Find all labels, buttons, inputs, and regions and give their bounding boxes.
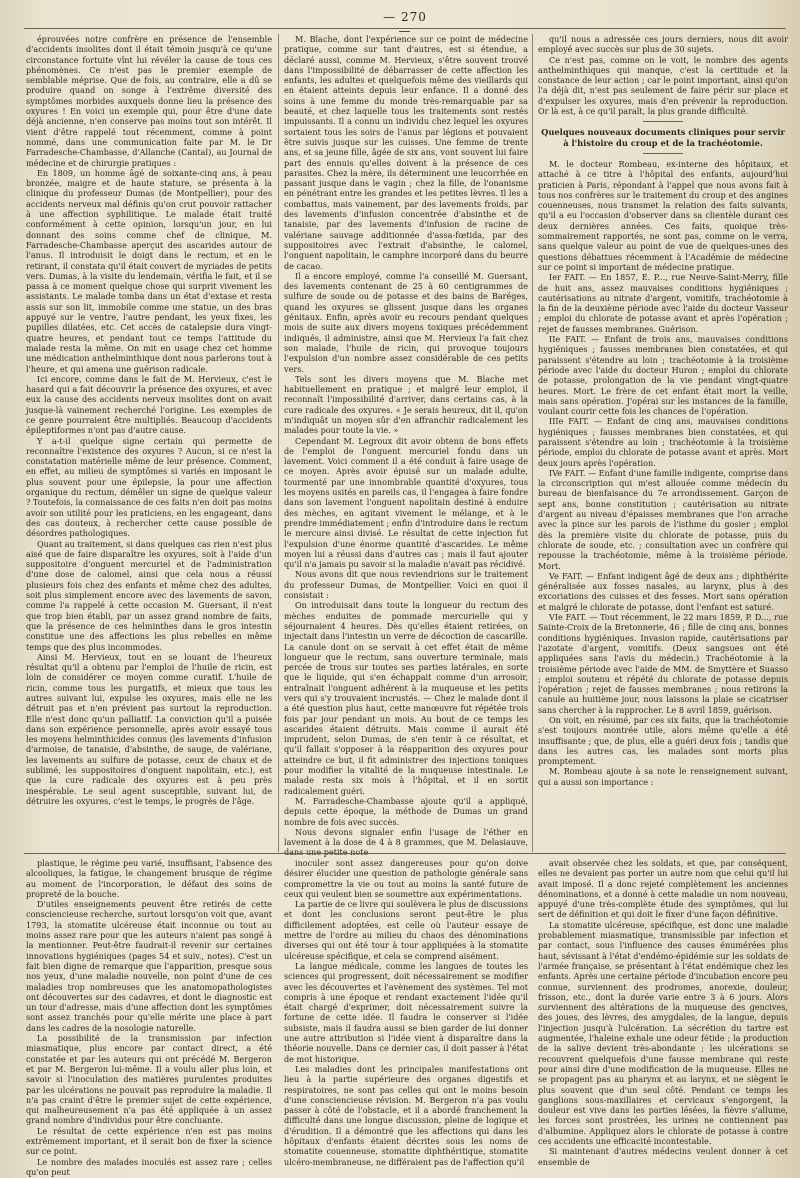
column-3 <box>538 34 788 852</box>
paragraph: Nous devons signaler enfin l'usage de l'éther en lavement à la dose de 4 à 8 grammes, que M. Delasiauve, dans une petite note <box>284 826 528 858</box>
paragraph: Quant au traitement, si dans quelques cas rien n'est plus aisé que de faire disparaître les oxyures, soit à l'aide d'un suppositoire d'onguent mercuriel et de l'administration d'une dose de calomel, ainsi que cela nous a réussi plusieurs fois chez des enfants et même chez des adultes, soit plus simplement encore avec des lavements de savon, comme l'a rappelé à cette occasion M. Guersant, il n'est que trop bien établi, par un assez grand nombre de faits, que la présence de ces helminthes dans le gros intestin constitue une des affections les plus rebelles en même temps que des plus incommodes. <box>26 538 272 652</box>
paragraph: Il a encore employé, comme l'a conseillé M. Guersant, des lavements contenant de 25 à 60 centigrammes de sulfure de soude ou de potasse et des bains de Baréges, quand les oxyures se glissent jusque dans les organes génitaux. Enfin, après avoir eu recours pendant quelques mois de suite aux divers moyens toxiques précédemment indiqués, il administre, ainsi que M. Hervieux l'a fait chez son malade, l'huile de ricin, qui provoque toujours l'expulsion d'un nombre assez considérable de ces petits vers. <box>284 270 528 374</box>
paragraph: M. Farradesche-Chambasse ajoute qu'il a appliqué, depuis cette époque, la méthode de Dumas un grand nombre de fois avec succès. <box>284 795 528 827</box>
column-2 <box>284 34 528 858</box>
section-heading: Quelques nouveaux documents cliniques pour servir à l'histoire du croup et de la trachéotomie. <box>541 127 785 148</box>
column-4 <box>26 858 272 1176</box>
section-rule <box>643 153 683 154</box>
column-1 <box>26 34 272 852</box>
paragraph: M. Blache, dont l'expérience sur ce point de médecine pratique, comme sur tant d'autres, est si étendue, a déclaré aussi, comme M. Hervieux, s'être souvent trouvé dans l'impossibilité de débarrasser de cette affection les enfants, les adultes et quelquefois même des vieillards qui en étaient atteints depuis leur enfance. Il a donné des soins à une femme du monde très-remarquable par sa beauté, et chez laquelle tous les traitements sont restés impuissants. Il a connu un individu chez lequel les oxyures sortaient tous les soirs de l'anus par légions et pouvaient être suivis jusque sur les cuisses. Une femme de trente ans, et sa jeune fille, âgée de six ans, vont souvent lui faire part des ennuis qu'elles doivent à la présence de ces parasites. Chez la mère, ils déterminent une leucorrhée en passant jusque dans le vagin ; chez la fille, de l'onanisme en pénétrant entre les grandes et les petites lèvres. Il les a combattus, mais vainement, par des lavements froids, par des lavements d'infusion concentrée d'absinthe et de tanaisie, par des lavements d'infusion de racine de valériane sauvage additionnée d'assa-fœtida, par des suppositoires avec l'extrait d'absinthe, le calomel, l'onguent napolitain, le camphre incorporé dans du beurre de cacao. <box>284 34 528 271</box>
column-divider <box>278 34 279 852</box>
paragraph: VIe FAIT. — Tout récemment, le 22 mars 1859, P. D..., rue Sainte-Croix de la Bretonnerie, 46 ; fille de cinq ans, bonnes conditions hygiéniques. Invasion rapide, cautérisations par l'azotate d'argent, vomitifs. (Deux sangsues ont été appliquées sans l'avis du médecin.) Trachéotomie à la troisième période avec l'aide de MM. de Smyttère et Suasso ; emploi soutenu et répété du chlorate de potasse depuis l'opération ; rejet de fausses membranes ; nous retirons la canule au huitième jour, nous laissons la plaie se cicatriser sans chercher à la rapprocher. Le 8 avril 1859, guérison. <box>538 612 788 715</box>
paragraph: Tels sont les divers moyens que M. Blache met habituellement en pratique ; et malgré leur emploi, il reconnaît l'impossibilité d'arriver, dans certains cas, à la cure radicale des oxyures. « Je serais heureux, dit il, qu'on m'indiquât un moyen sûr d'en affranchir radicalement les malades pour toute la vie. » <box>284 373 528 436</box>
paragraph: Ainsi M. Hervieux, tout en se louant de l'heureux résultat qu'il a obtenu par l'emploi de l'huile de ricin, est loin de considérer ce moyen comme curatif. L'huile de ricin, comme tous les purgatifs, et mieux que tous les autres suivant lui, expulse les oxyures, mais elle ne les détruit pas et n'en prévient pas surtout la reproduction. Elle n'est donc qu'un palliatif. La conviction qu'il a puisée dans son expérience personnelle, après avoir essayé tous les moyens helminthicides connus (les lavements d'infusion d'armoise, de tanaisie, d'absinthe, de sauge, de valériane, les lavements au sulfure de potasse, ceux de chaux et de sublimé, les suppositoires d'onguent napolitain, etc.), est que la cure radicale des oxyures est à peu près inespérable. Le seul agent susceptible, suivant lui, de détruire les oxyures, c'est le temps, le progrès de l'âge. <box>26 651 272 806</box>
header-rule <box>24 28 786 29</box>
paragraph: Y a-t-il quelque signe certain qui permette de reconnaître l'existence des oxyures ? Aucun, si ce n'est la constatation matérielle même de leur présence. Comment, en effet, au milieu de symptômes si variés en imposant le plus souvent pour une épilepsie, la pour une affection organique du rectum, démêler un signe de quelque valeur ? Toutefois, la connaissance de ces faits n'en doit pas moins avoir son utilité pour les praticiens, en les engageant, dans des cas douteux, à rechercher cette cause possible de désordres pathologiques. <box>26 435 272 539</box>
paragraph: Ce n'est pas, comme on le voit, le nombre des agents anthelminthiques qui manque, c'est la certitude et la constance de leur action ; car le point important, ainsi qu'on l'a déjà dit, n'est pas seulement de faire périr sur place et d'expulser les oxyures, mais d'en prévenir la reproduction. Or là est, à ce qu'il paraît, la plus grande difficulté. <box>538 54 788 117</box>
paragraph: On voit, en résumé, par ces six faits, que la trachéotomie s'est toujours montrée utile, alors même qu'elle a été insuffisante ; que, de plus, elle a guéri deux fois ; tandis que dans les autres cas, les malades sont morts plus promptement. <box>538 715 788 767</box>
paragraph: D'utiles enseignements peuvent être retirés de cette consciencieuse recherche, surtout lorsqu'on voit que, avant 1793, la stomatite ulcéreuse était inconnue ou tout au moins assez rare pour que les auteurs n'aient pas songé à la mentionner. Peut-être faudrait-il revenir sur certaines innovations hygiéniques (pages 54 et suiv., notes). C'est un fait bien digne de remarque que l'apparition, presque sous nos yeux, d'une maladie nouvelle, non point d'une de ces maladies trop nombreuses que les anatomopathologistes ont découvertes sur des cadavres, et dont le diagnostic est un tour d'adresse, mais d'une affection dont les symptômes sont assez tranchés pour qu'elle mérite une place à part dans les cadres de la nosologie naturelle. <box>26 899 272 1033</box>
paragraph: Les maladies dont les principales manifestations ont lieu à la partie supérieure des organes digestifs et respiratoires, ne sont pas celles qui ont le moins besoin d'une consciencieuse révision. M. Bergeron n'a pas voulu passer à côté de l'obstacle, et il a abordé franchement la difficulté dans une longue discussion, pleine de logique et d'érudition. Il a démontré que les affections qui dans les hôpitaux d'enfants étaient décrites sous les noms de stomatite couenneuse, stomatite diphthéritique, stomatite ulcéro-membraneuse, ne différaient pas de l'affection qu'il <box>284 1063 528 1167</box>
paragraph: On introduisait dans toute la longueur du rectum des mèches enduites de pommade mercurielle qui y séjournaient 4 heures. Dès qu'elles étaient retirées, on injectait dans l'intestin un verre de décoction de cascarille. La canule dont on se servait à cet effet était de même longueur que le rectum, sans ouverture terminale, mais percée de trous sur toutes ses parties latérales, en sorte que le liquide, qui s'en échappait comme d'un arrosoir, entraînait l'onguent adhérent à la muqueuse et les petits vers qui s'y trouvaient incrustés. — Chez le malade dont il a été question plus haut, cette manœuvre fut répétée trois fois par jour pendant un mois. Au bout de ce temps les ascarides étaient détruits. Mais comme il aurait été imprudent, selon Dumas, de s'en tenir à ce résultat, et qu'il fallait s'opposer à la réapparition des oxyures pour atteindre ce but, il fit administrer des injections toniques pour modifier la vitalité de la muqueuse intestinale. Le malade resta six mois à l'hôpital, et il en sortit radicalement guéri. <box>284 600 528 796</box>
paragraph: M. Rombeau ajoute à sa note le renseignement suivant, qui a aussi son importance : <box>538 766 788 787</box>
paragraph: Si maintenant d'autres médecins veulent donner à cet ensemble de <box>538 1146 788 1167</box>
paragraph: La stomatite ulcéreuse, spécifique, est donc une maladie probablement miasmatique, transmissible par infection et par contact, sous l'influence des causes énumérées plus haut, sévissant à l'état d'endémo-épidémie sur les soldats de l'armée française, se présentant à l'état endémique chez les enfants. Après une certaine période d'incubation encore peu connue, surviennent des prodromes, anorexie, douleur, frisson, etc., dont la durée varie entre 3 à 6 jours. Alors surviennent des altérations de la muqueuse des gencives, des joues, des lèvres, des amygdales, de la langue, depuis l'injection jusqu'à l'ulcération. La sécrétion du tartre est augmentée, l'haleine exhale une odeur fétide ; la production de la salive devient très-abondante ; les ulcérations se recouvrent quelquefois d'une fausse membrane qui reste pour ainsi dire d'une modification de la muqueuse. Elles ne se propagent pas au pharynx et au larynx, et ne siègent le plus souvent que d'un seul côté. Pendant ce temps les ganglions sous-maxillaires et cervicaux s'engorgent, la douleur est vive dans les parties lésées, la fièvre s'allume, les forces sont prostrées, les urines ne contiennent pas d'albumine. Appliquez alors le chlorate de potasse à contre ces accidents une efficacité incontestable. <box>538 919 788 1147</box>
section-rule <box>643 121 683 122</box>
paragraph: IIIe FAIT. — Enfant de cinq ans, mauvaises conditions hygiéniques ; fausses membranes bien constatées, et qui paraissent s'étendre au loin ; trachéotomie à la troisième période, emploi du chlorate de potasse avant et après. Mort deux jours après l'opération. <box>538 416 788 468</box>
page-number: — 270 — <box>383 10 427 38</box>
paragraph: La possibilité de la transmission par infection miasmatique, plus encore par contact direct, a été constatée et par les auteurs qui ont précédé M. Bergeron et par M. Bergeron lui-même. Il a voulu aller plus loin, et savoir si l'inoculation des matières purulentes produites par les ulcérations ne pouvait pas reproduire la maladie. Il n'a pas craint d'être le premier sujet de cette expérience, qui malheureusement n'a pas été appliquée à un assez grand nombre d'individus pour être concluante. <box>26 1033 272 1126</box>
paragraph: Ier FAIT. — En 1857, E. P..., rue Neuve-Saint-Merry, fille de huit ans, assez mauvaises conditions hygiéniques ; cautérisations au nitrate d'argent, vomitifs, trachéotomie à la fin de la deuxième période avec l'aide du docteur Vasseur ; emploi du chlorate de potasse avant et après l'opération ; rejet de fausses membranes. Guérison. <box>538 272 788 334</box>
paragraph: M. le docteur Rombeau, ex-interne des hôpitaux, et attaché à ce titre à l'hôpital des enfants, aujourd'hui praticien à Paris, répondant à l'appel que nous avons fait à tous nos confrères sur le traitement du croup et des angines couenneuses, nous transmet la relation des faits suivants, qu'il a eu l'occasion d'observer dans sa clientèle durant ces deux dernières années. Ces faits, quoique très-sommairement rapportés, ne sont pas, comme on le verra, sans quelque valeur au point de vue de quelques-unes des questions débattues récemment à l'Académie de médecine sur ce point si important de médecine pratique. <box>538 158 788 272</box>
paragraph: Le résultat de cette expérience n'en est pas moins extrêmement important, et il serait bon de fixer la science sur ce point. <box>26 1125 272 1157</box>
paragraph: Ve FAIT. — Enfant indigent âgé de deux ans ; diphthérite généralisée aux fosses nasales, au larynx, plus à des excoriations des cuisses et des fesses. Mort sans opération et malgré le chlorate de potasse, dont l'enfant est saturé. <box>538 570 788 612</box>
paragraph: Le nombre des malades inoculés est assez rare ; celles qu'on peut <box>26 1156 272 1177</box>
section-divider <box>24 853 786 854</box>
column-divider <box>532 34 533 852</box>
paragraph: IVe FAIT. — Enfant d'une famille indigente, comprise dans la circonscription qui m'est allouée comme médecin du bureau de bienfaisance du 7e arrondissement. Garçon de sept ans, bonne constitution ; cautérisation au nitrate d'argent au niveau d'épaisses membranes que l'on arrache avec la pince sur les parois de l'isthme du gosier ; emploi dès la première visite du chlorate de potasse, puis du chlorate de soude, etc. ; consultation avec un confrère qui repousse la trachéotomie, même à la troisième période. Mort. <box>538 467 788 571</box>
paragraph: plastique, le régime peu varié, insuffisant, l'absence des alcooliques, la fatigue, le changement brusque de régime au moment de l'incorporation, le défaut des soins de propreté de la bouche. <box>26 858 272 899</box>
paragraph: La langue médicale, comme les langues de toutes les sciences qui progressent, doit nécessairement se modifier avec les découvertes et l'avènement des systèmes. Tel mot compris à une époque et rendant exactement l'idée qu'il était chargé d'exprimer, doit nécessairement suivre la fortune de cette idée. Il faudra le conserver si l'idée subsiste, mais il faudra aussi se bien garder de lui donner une autre attribution si l'idée vient à disparaître dans la théorie nouvelle. Dans ce dernier cas, il doit passer à l'état de mot historique. <box>284 960 528 1064</box>
paragraph: qu'il nous a adressée ces jours derniers, nous dit avoir employé avec succès sur plus de 30 sujets. <box>538 34 788 55</box>
paragraph: La partie de ce livre qui soulèvera le plus de discussions et dont les conclusions seront peut-être le plus difficilement adoptées, est celle où l'auteur essaye de mettre de l'ordre au milieu du chaos des dénominations diverses qui ont été tour à tour appliquées à la stomatite ulcéreuse spécifique, et cela se comprend aisément. <box>284 899 528 961</box>
paragraph: En 1809, un homme âgé de soixante-cinq ans, à peau bronzée, maigre et de haute stature, se présenta à la clinique du professeur Dumas (de Montpellier), pour des accidents nerveux mal définis qu'on crut pouvoir rattacher à une affection syphilitique. Le malade était traité conformément à cette opinion, lorsqu'un jour, en lui donnant des soins comme chef de clinique, M. Farradesche-Chambasse aperçut des ascarides autour de l'anus. Il introduisit le doigt dans le rectum, et en le retirant, il constata qu'il était couvert de myriades de petits vers. Dumas, à la visite du lendemain, vérifia le fait, et il se passa à ce moment quelque chose qui surprit vivement les assistants. Le malade tomba dans un état d'extase et resta assis sur son lit, immobile comme une statue, un des bras appuyé sur le ventre, l'autre pendant, les yeux fixes, les pupilles dilatées, etc. Cet accès de catalepsie dura vingt-quatre heures, et pendant tout ce temps l'attitude du malade resta la même. On mit en usage chez cet homme une médication anthelminthique dont nous parlerons tout à l'heure, et qui amena une guérison radicale. <box>26 167 272 374</box>
paragraph: Cependant M. Legroux dit avoir obtenu de bons effets de l'emploi de l'onguent mercuriel fondu dans un lavement. Voici comment il a été conduit à faire usage de ce moyen. Après avoir épuisé sur un malade adulte, tourmenté par une innombrable quantité d'oxyures, tous les moyens usités en pareils cas, il l'engagea à faire fondre dans son lavement l'onguent napolitain destiné à enduire des mèches, en agitant vivement le mélange, et à le prendre immédiatement ; enfin d'introduire dans le rectum le mercure ainsi divisé. Le résultat de cette injection fut l'expulsion d'une énorme quantité d'ascarides. Le même moyen lui a réussi dans d'autres cas ; mais il faut ajouter qu'il n'a jamais pu savoir si la maladie n'avait pas récidivé. <box>284 435 528 570</box>
paragraph: avait observée chez les soldats, et que, par conséquent, elles ne devaient pas porter un autre nom que celui qu'il lui avait imposé. Il a donc rejeté complètement les anciennes dénominations, et a donné à cette maladie un nom nouveau, appuyé d'une très-complète étude des symptômes, qui lui sert de définition et qui doit le fixer d'une façon définitive. <box>538 858 788 920</box>
column-6 <box>538 858 788 1176</box>
paragraph: inoculer sont assez dangereuses pour qu'on doive désirer élucider une question de pathologie générale sans compromettre la vie ou tout au moins la santé future de ceux qui veulent bien se soumettre aux expérimentations. <box>284 858 528 899</box>
paragraph: éprouvées notre confrère en présence de l'ensemble d'accidents insolites dont il était témoin jusqu'à ce qu'une circonstance fortuite vînt lui révéler la cause de tous ces phénomènes. Ce n'est pas le premier exemple de semblable méprise. Que de fois, au contraire, elle a dû se produire quand on songe à l'extrême diversité des symptômes morbides auxquels donne lieu la présence des oxyures ! En voici un exemple qui, pour être d'une date déjà ancienne, n'en conserve pas moins tout son intérêt. Il vient d'être rappelé tout récemment, comme à point nommé, dans une communication faite par M. le Dr Farradesche-Chambasse, d'Allanche (Cantal), au Journal de médecine et de chirurgie pratiques : <box>26 34 272 168</box>
paragraph: Nous avons dit que nous reviendrions sur le traitement du professeur Dumas, de Montpellier. Voici en quoi il consistait : <box>284 569 528 601</box>
paragraph: Ici encore, comme dans le fait de M. Hervieux, c'est le hasard qui a fait découvrir la présence des oxyures, et avec eux la cause des accidents nerveux insolites dont on avait jusque-là vainement recherché l'origine. Les exemples de ce genre pourraient être multipliés. Beaucoup d'accidents épileptiformes n'ont pas d'autre cause. <box>26 373 272 436</box>
paragraph: IIe FAIT. — Enfant de trois ans, mauvaises conditions hygiéniques ; fausses membranes bien constatées, et qui paraissent s'étendre au loin ; trachéotomie à la troisième période avec l'aide du docteur Huron ; emploi du chlorate de potasse, prolongation de la vie pendant vingt-quatre heures. Mort. Le frère de cet enfant était mort la veille, mais sans opération. J'opérai sur les instances de la famille, voulant courir cette fois les chances de l'opération. <box>538 334 788 417</box>
column-5 <box>284 858 528 1176</box>
